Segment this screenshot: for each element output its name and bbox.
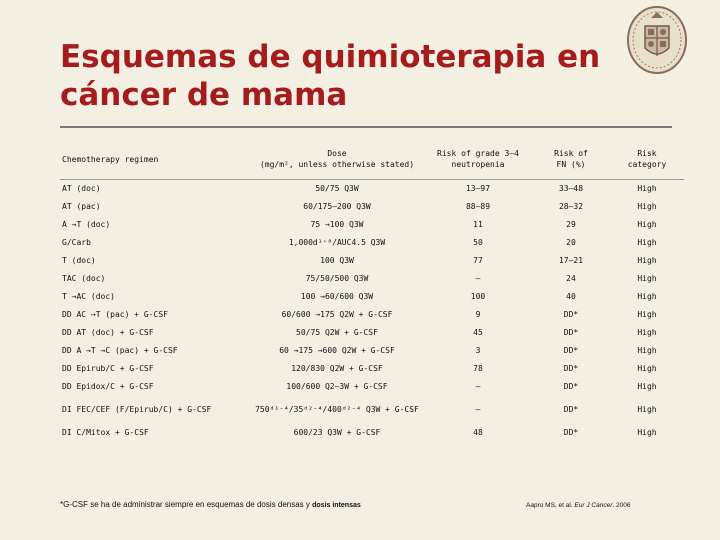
- cell-regimen: T (doc): [62, 256, 96, 265]
- table-row: [60, 180, 684, 199]
- cell-regimen: G/Carb: [62, 238, 91, 247]
- header-fn-line1: Risk of: [554, 149, 588, 158]
- cell-category: High: [637, 256, 657, 265]
- cell-neutropenia: 78: [473, 364, 483, 373]
- cell-dose: 50/75 Q2W + G-CSF: [296, 328, 378, 337]
- cell-fn: 33–48: [558, 184, 584, 193]
- citation-journal: Eur J Cancer: [574, 502, 613, 509]
- cell-category: High: [637, 382, 657, 391]
- cell-regimen: AT (doc): [62, 184, 101, 193]
- cell-regimen: DI FEC/CEF (F/Epirub/C) + G-CSF: [62, 405, 212, 414]
- cell-category: High: [637, 220, 657, 229]
- title-divider: [60, 126, 672, 128]
- cell-dose: 100/600 Q2–3W + G-CSF: [286, 382, 388, 391]
- table-row: [60, 378, 684, 396]
- cell-category: High: [637, 184, 657, 193]
- cell-neutropenia: 88–89: [465, 202, 491, 211]
- cell-fn: DD*: [563, 310, 579, 319]
- header-category: [610, 139, 684, 180]
- cell-dose: 75/50/500 Q3W: [305, 274, 369, 283]
- cell-fn: DD*: [563, 346, 579, 355]
- cell-dose: 60/600 →175 Q2W + G-CSF: [281, 310, 393, 319]
- cell-neutropenia: –: [475, 382, 481, 391]
- cell-neutropenia: –: [475, 405, 481, 414]
- table-row: [60, 306, 684, 324]
- table-row: [60, 198, 684, 216]
- table-header-row: [60, 139, 684, 180]
- cell-regimen: TAC (doc): [62, 274, 106, 283]
- footnote-bold: dosis intensas: [312, 502, 361, 509]
- table-row: [60, 270, 684, 288]
- cell-category: High: [637, 202, 657, 211]
- cell-dose: 100 →60/600 Q3W: [300, 292, 374, 301]
- slide-title: Esquemas de quimioterapia en cáncer de mama: [60, 39, 601, 113]
- cell-regimen: DD AT (doc) + G-CSF: [62, 328, 154, 337]
- cell-dose: 120/830 Q2W + G-CSF: [291, 364, 383, 373]
- footnote: [60, 500, 361, 509]
- cell-neutropenia: 13–97: [465, 184, 491, 193]
- cell-fn: 40: [566, 292, 576, 301]
- cell-neutropenia: 50: [473, 238, 483, 247]
- header-category-line2: category: [627, 160, 667, 169]
- cell-neutropenia: 48: [473, 428, 483, 437]
- cell-neutropenia: 45: [473, 328, 483, 337]
- cell-neutropenia: –: [475, 274, 481, 283]
- cell-fn: 17–21: [558, 256, 584, 265]
- header-neutropenia-line2: neutropenia: [451, 160, 505, 169]
- table-row: [60, 396, 684, 424]
- cell-fn: DD*: [563, 405, 579, 414]
- cell-fn: 29: [566, 220, 576, 229]
- header-neutropenia-line1: Risk of grade 3–4: [437, 149, 519, 158]
- cell-category: High: [637, 292, 657, 301]
- footnote-text: *G-CSF se ha de administrar siempre en esquemas de dosis densas y: [60, 500, 313, 509]
- university-seal-icon: [626, 4, 688, 76]
- cell-regimen: T →AC (doc): [62, 292, 115, 301]
- cell-dose: 750ᵈ¹⁻⁴/35ᵈ²⁻⁴/400ᵈ²⁻⁴ Q3W + G-CSF: [255, 405, 419, 414]
- header-neutropenia: [424, 139, 532, 180]
- header-dose-line1: Dose: [327, 149, 347, 158]
- cell-category: High: [637, 274, 657, 283]
- header-dose-line2: (mg/m², unless otherwise stated): [259, 160, 415, 169]
- cell-neutropenia: 77: [473, 256, 483, 265]
- citation-authors: Aapro MS, et al.: [526, 502, 575, 509]
- header-category-line1: Risk: [637, 149, 657, 158]
- cell-regimen: DD A →T →C (pac) + G-CSF: [62, 346, 178, 355]
- cell-dose: 100 Q3W: [320, 256, 354, 265]
- cell-category: High: [637, 364, 657, 373]
- table-row: [60, 216, 684, 234]
- cell-fn: 28–32: [558, 202, 584, 211]
- table-row: [60, 360, 684, 378]
- cell-dose: 50/75 Q3W: [315, 184, 359, 193]
- cell-regimen: DI C/Mitox + G-CSF: [62, 428, 149, 437]
- header-regimen: [60, 139, 250, 180]
- table-row: [60, 424, 684, 442]
- table-row: [60, 342, 684, 360]
- cell-regimen: AT (pac): [62, 202, 101, 211]
- cell-fn: 24: [566, 274, 576, 283]
- cell-category: High: [637, 428, 657, 437]
- table-row: [60, 252, 684, 270]
- cell-dose: 1,000d¹⁺⁸/AUC4.5 Q3W: [288, 238, 386, 247]
- cell-neutropenia: 100: [470, 292, 486, 301]
- table-row: [60, 324, 684, 342]
- cell-fn: 20: [566, 238, 576, 247]
- cell-regimen: DD Epirub/C + G-CSF: [62, 364, 154, 373]
- cell-category: High: [637, 405, 657, 414]
- cell-neutropenia: 3: [475, 346, 481, 355]
- table-row: [60, 288, 684, 306]
- cell-neutropenia: 11: [473, 220, 483, 229]
- cell-category: High: [637, 238, 657, 247]
- cell-dose: 60/175–200 Q3W: [303, 202, 371, 211]
- citation: [526, 502, 630, 509]
- cell-category: High: [637, 346, 657, 355]
- cell-category: High: [637, 310, 657, 319]
- citation-year: . 2006: [612, 502, 631, 509]
- cell-dose: 75 →100 Q3W: [310, 220, 364, 229]
- header-regimen-label: Chemotherapy regimen: [62, 154, 159, 164]
- cell-fn: DD*: [563, 428, 579, 437]
- cell-dose: 600/23 Q3W + G-CSF: [293, 428, 381, 437]
- cell-regimen: DD AC →T (pac) + G-CSF: [62, 310, 168, 319]
- header-fn-line2: FN (%): [556, 160, 586, 169]
- table-row: [60, 234, 684, 252]
- cell-fn: DD*: [563, 382, 579, 391]
- chemotherapy-risk-table: [60, 139, 684, 442]
- cell-regimen: A →T (doc): [62, 220, 111, 229]
- cell-fn: DD*: [563, 328, 579, 337]
- cell-regimen: DD Epidox/C + G-CSF: [62, 382, 154, 391]
- cell-category: High: [637, 328, 657, 337]
- cell-dose: 60 →175 →600 Q2W + G-CSF: [279, 346, 395, 355]
- header-fn: [532, 139, 610, 180]
- header-dose: [250, 139, 424, 180]
- cell-neutropenia: 9: [475, 310, 481, 319]
- cell-fn: DD*: [563, 364, 579, 373]
